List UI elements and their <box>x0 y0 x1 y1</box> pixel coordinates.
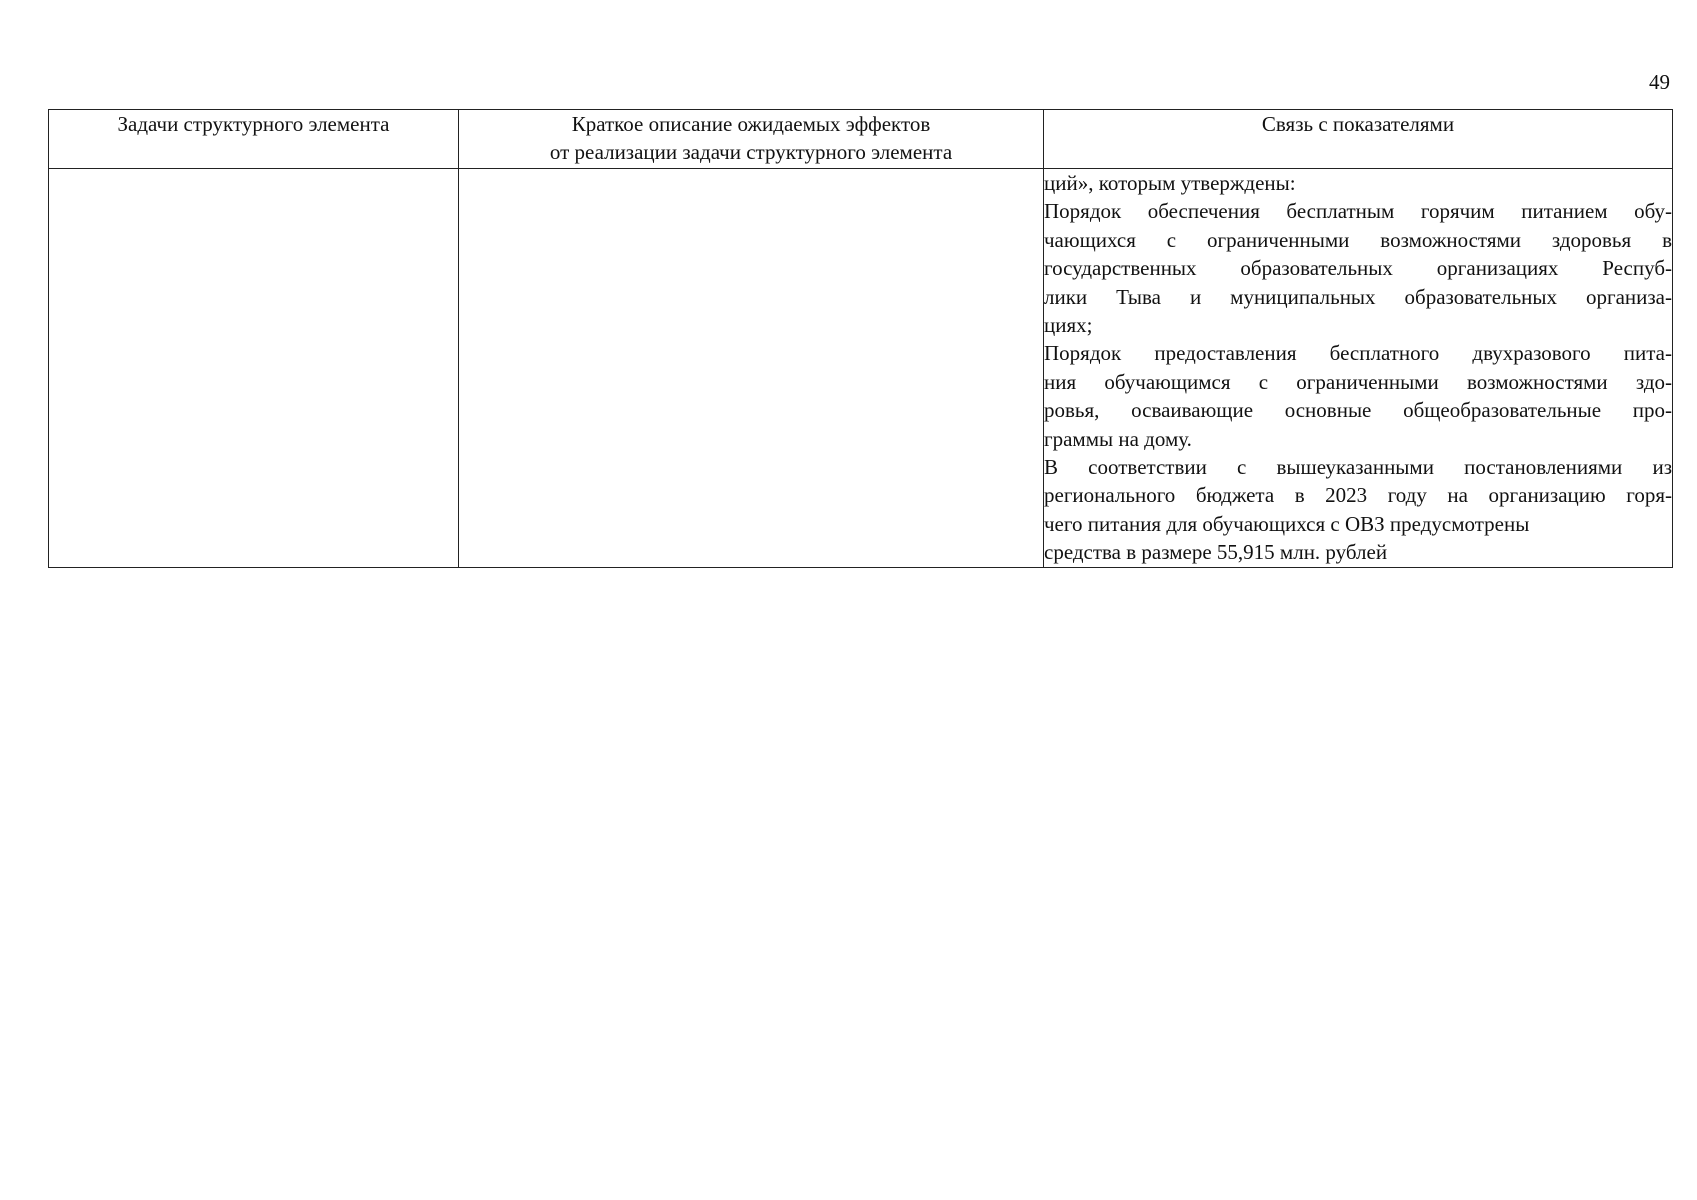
page-number: 49 <box>1649 70 1670 94</box>
indicator-line: ций», которым утверждены: <box>1044 171 1296 195</box>
header-indicators-label: Связь с показателями <box>1261 112 1455 136</box>
table-row <box>49 169 1673 568</box>
header-tasks <box>49 110 459 169</box>
cell-effects <box>459 169 1044 568</box>
header-effects <box>459 110 1044 169</box>
indicator-line: Порядок обеспечения бесплатным горячим питанием обу- <box>1044 199 1672 224</box>
header-indicators <box>1044 110 1673 169</box>
indicator-line: средства в размере 55,915 млн. рублей <box>1044 540 1388 565</box>
indicator-line: чающихся с ограниченными возможностями здоровья в <box>1044 227 1672 252</box>
indicator-line: государственных образовательных организациях Респуб- <box>1044 256 1672 281</box>
indicator-line: лики Тыва и муниципальных образовательных организа- <box>1044 284 1672 309</box>
indicator-line: чего питания для обучающихся с ОВЗ предусмотрены <box>1044 511 1530 536</box>
indicator-line: регионального бюджета в 2023 году на организацию горя- <box>1044 483 1672 508</box>
table-header-row <box>49 110 1673 169</box>
structural-element-table <box>48 109 1673 568</box>
indicator-line: ровья, осваивающие основные общеобразовательные про- <box>1044 398 1672 423</box>
header-tasks-label: Задачи структурного элемента <box>117 112 390 136</box>
header-effects-line-2: от реализации задачи структурного элемента <box>549 140 953 164</box>
cell-indicators <box>1044 169 1673 568</box>
indicator-line: Порядок предоставления бесплатного двухразового пита- <box>1044 341 1672 366</box>
indicator-line: ния обучающимся с ограниченными возможностями здо- <box>1044 369 1672 394</box>
header-effects-line-1: Краткое описание ожидаемых эффектов <box>571 112 931 136</box>
indicator-line: граммы на дому. <box>1044 426 1192 451</box>
indicator-line: циях; <box>1044 313 1093 338</box>
indicator-line: В соответствии с вышеуказанными постановлениями из <box>1044 455 1672 480</box>
cell-tasks <box>49 169 459 568</box>
